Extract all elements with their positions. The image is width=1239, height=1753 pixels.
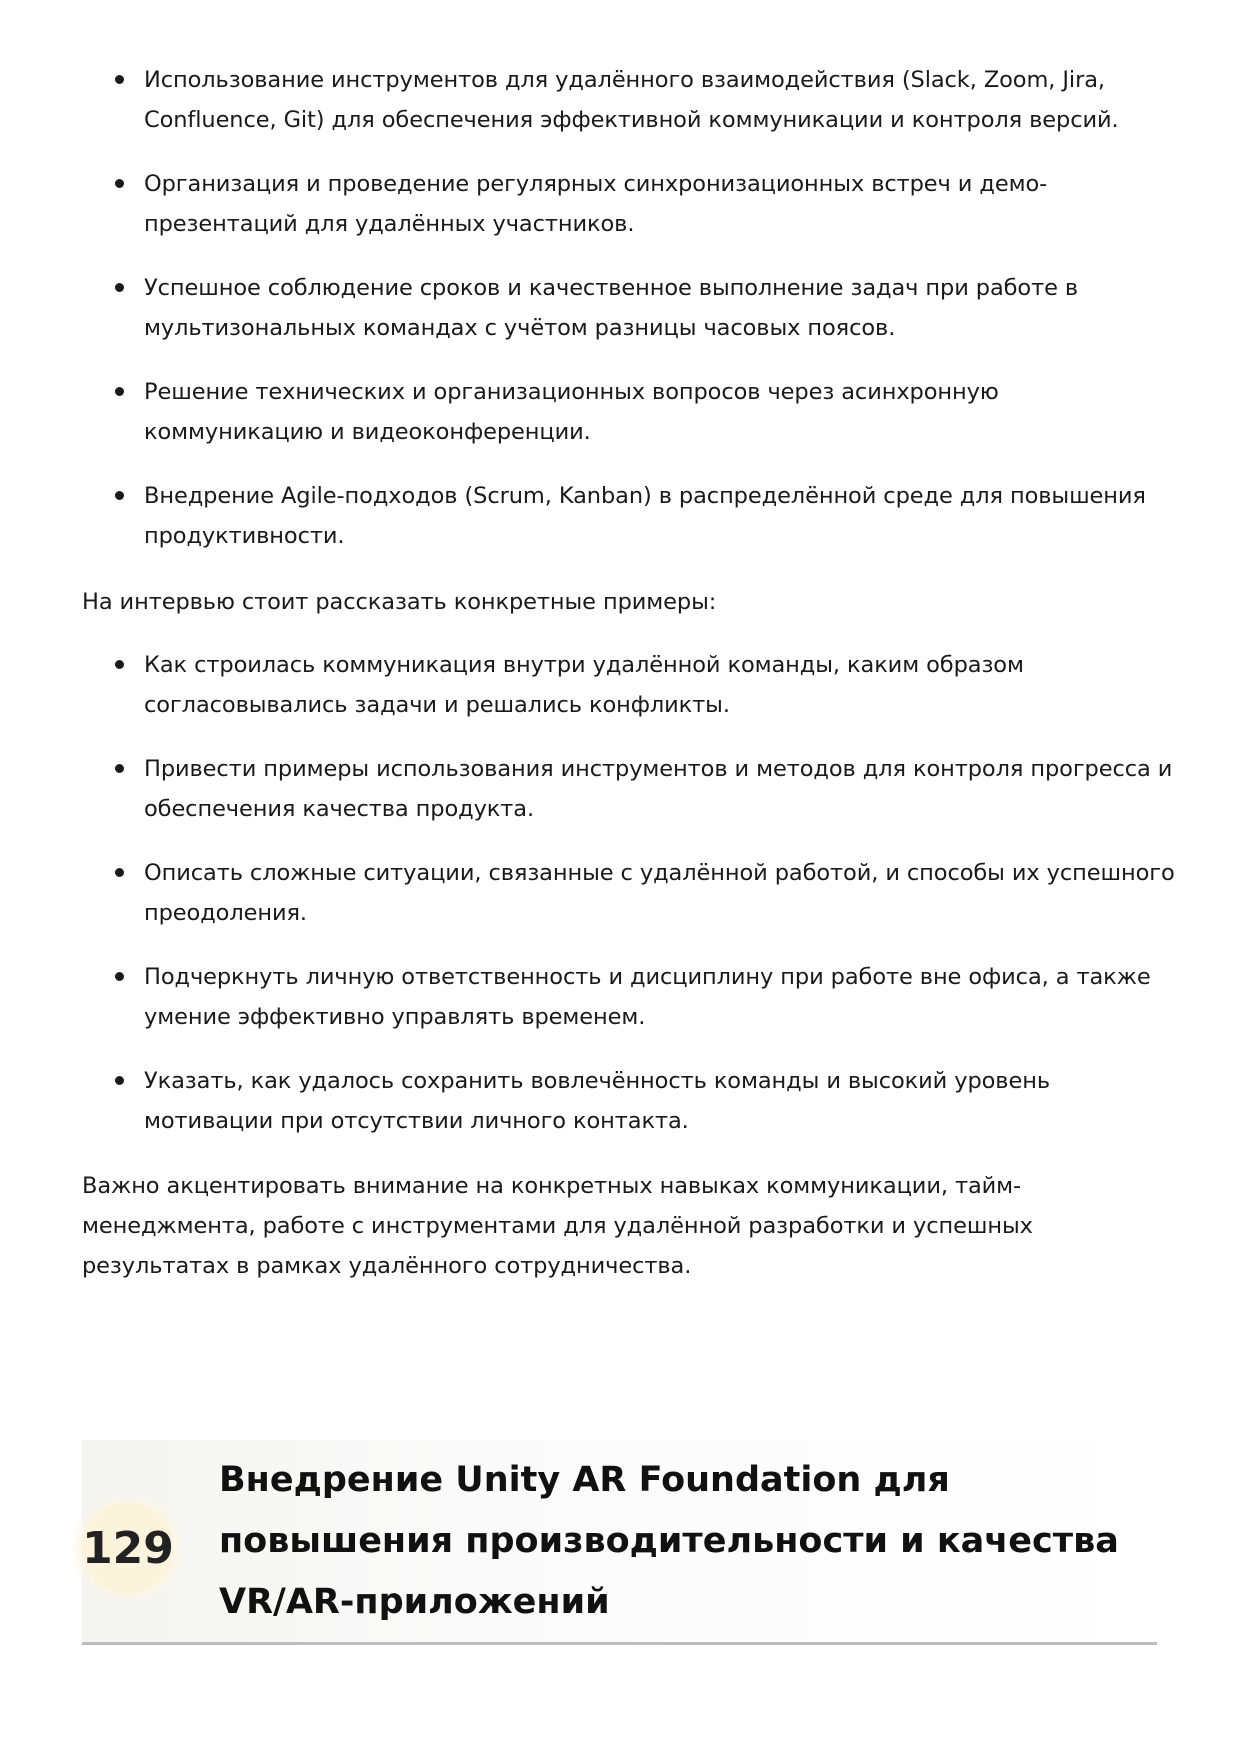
bullet-list-interview-examples [82, 645, 1179, 1165]
bullet-list-remote-skills [82, 60, 1179, 580]
list-item: Успешное соблюдение сроков и качественное выполнение задач при работе в мультизональных командах с учётом разницы часовых поясов. [144, 268, 1179, 348]
list-item: Привести примеры использования инструментов и методов для контроля прогресса и обеспечения качества продукта. [144, 749, 1179, 829]
intro-paragraph: На интервью стоит рассказать конкретные примеры: [82, 589, 717, 615]
chapter-title: Внедрение Unity AR Foundation для повышения производительности и качества VR/AR-приложений [219, 1460, 1119, 1622]
list-item: Как строилась коммуникация внутри удалённой команды, каким образом согласовывались задачи и решались конфликты. [144, 645, 1179, 725]
list-item: Решение технических и организационных вопросов через асинхронную коммуникацию и видеоконференции. [144, 372, 1179, 452]
chapter-number-badge: 129 [82, 1502, 174, 1594]
list-item: Организация и проведение регулярных синхронизационных встреч и демо-презентаций для удалённых участников. [144, 164, 1179, 244]
list-item: Подчеркнуть личную ответственность и дисциплину при работе вне офиса, а также умение эффективно управлять временем. [144, 957, 1179, 1037]
list-item: Использование инструментов для удалённого взаимодействия (Slack, Zoom, Jira, Confluence, Git) для обеспечения эффективной коммуникации и контроля версий. [144, 60, 1179, 140]
list-item: Описать сложные ситуации, связанные с удалённой работой, и способы их успешного преодоления. [144, 853, 1179, 933]
list-item: Указать, как удалось сохранить вовлечённость команды и высокий уровень мотивации при отсутствии личного контакта. [144, 1061, 1179, 1141]
closing-paragraph: Важно акцентировать внимание на конкретных навыках коммуникации, тайм-менеджмента, работе с инструментами для удалённой разработки и успешных результатах в рамках удалённого сотрудничества. [82, 1173, 1033, 1279]
chapter-header [82, 1440, 1157, 1645]
list-item: Внедрение Agile-подходов (Scrum, Kanban) в распределённой среде для повышения продуктивности. [144, 476, 1179, 556]
